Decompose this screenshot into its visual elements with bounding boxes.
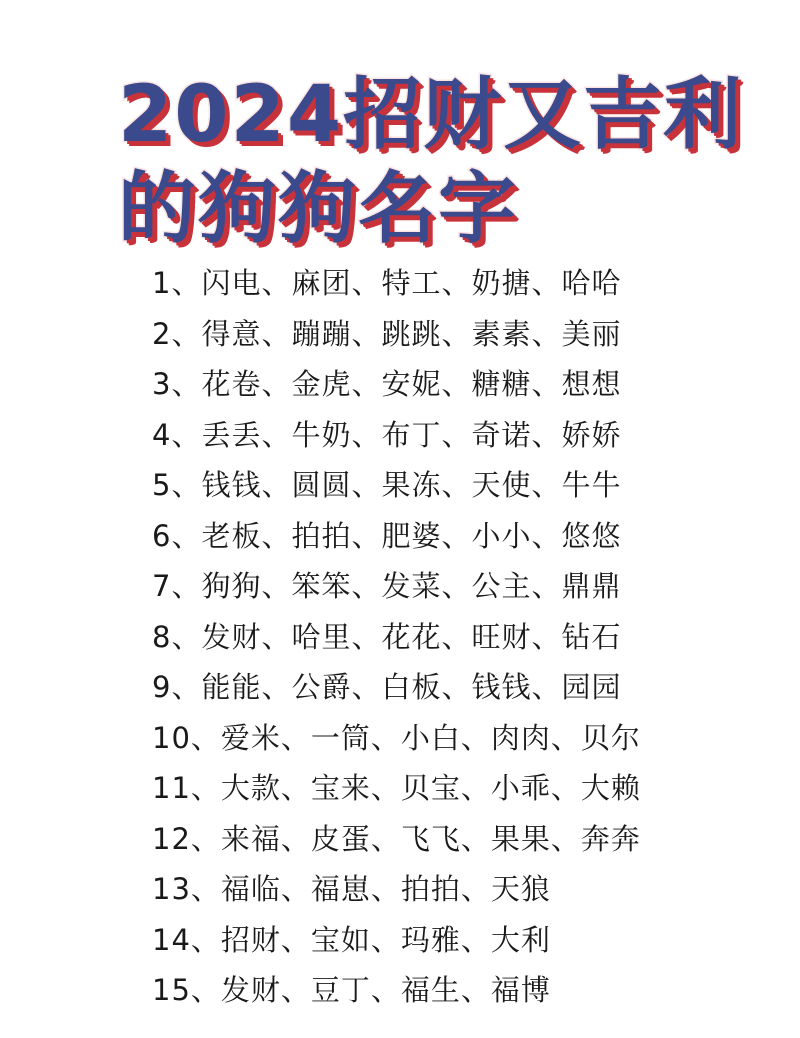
list-item: 14、招财、宝如、玛雅、大利 (152, 922, 551, 957)
page-title (118, 68, 743, 256)
list-item: 10、爱米、一筒、小白、肉肉、贝尔 (152, 720, 641, 755)
list-item: 11、大款、宝来、贝宝、小乖、大赖 (152, 771, 641, 805)
dog-name-list (152, 258, 641, 1016)
list-item: 15、发财、豆丁、福生、福博 (152, 973, 551, 1007)
list-item: 8、发财、哈里、花花、旺财、钻石 (152, 619, 622, 654)
list-item: 4、丢丢、牛奶、布丁、奇诺、娇娇 (152, 417, 622, 452)
list-item: 12、来福、皮蛋、飞飞、果果、奔奔 (152, 821, 641, 856)
title-line-2: 的狗狗名字 (118, 164, 519, 254)
list-item: 5、钱钱、圆圆、果冻、天使、牛牛 (152, 468, 622, 502)
title-line-1: 2024招财又吉利 (118, 70, 744, 160)
list-item: 1、闪电、麻团、特工、奶搪、哈哈 (152, 266, 622, 300)
list-item: 9、能能、公爵、白板、钱钱、园园 (152, 670, 622, 704)
list-item: 2、得意、蹦蹦、跳跳、素素、美丽 (152, 316, 622, 351)
list-item: 3、花卷、金虎、安妮、糖糖、想想 (152, 367, 622, 401)
list-item: 6、老板、拍拍、肥婆、小小、悠悠 (152, 518, 622, 553)
list-item: 13、福临、福崽、拍拍、天狼 (152, 872, 551, 906)
list-item: 7、狗狗、笨笨、发菜、公主、鼎鼎 (152, 569, 622, 603)
